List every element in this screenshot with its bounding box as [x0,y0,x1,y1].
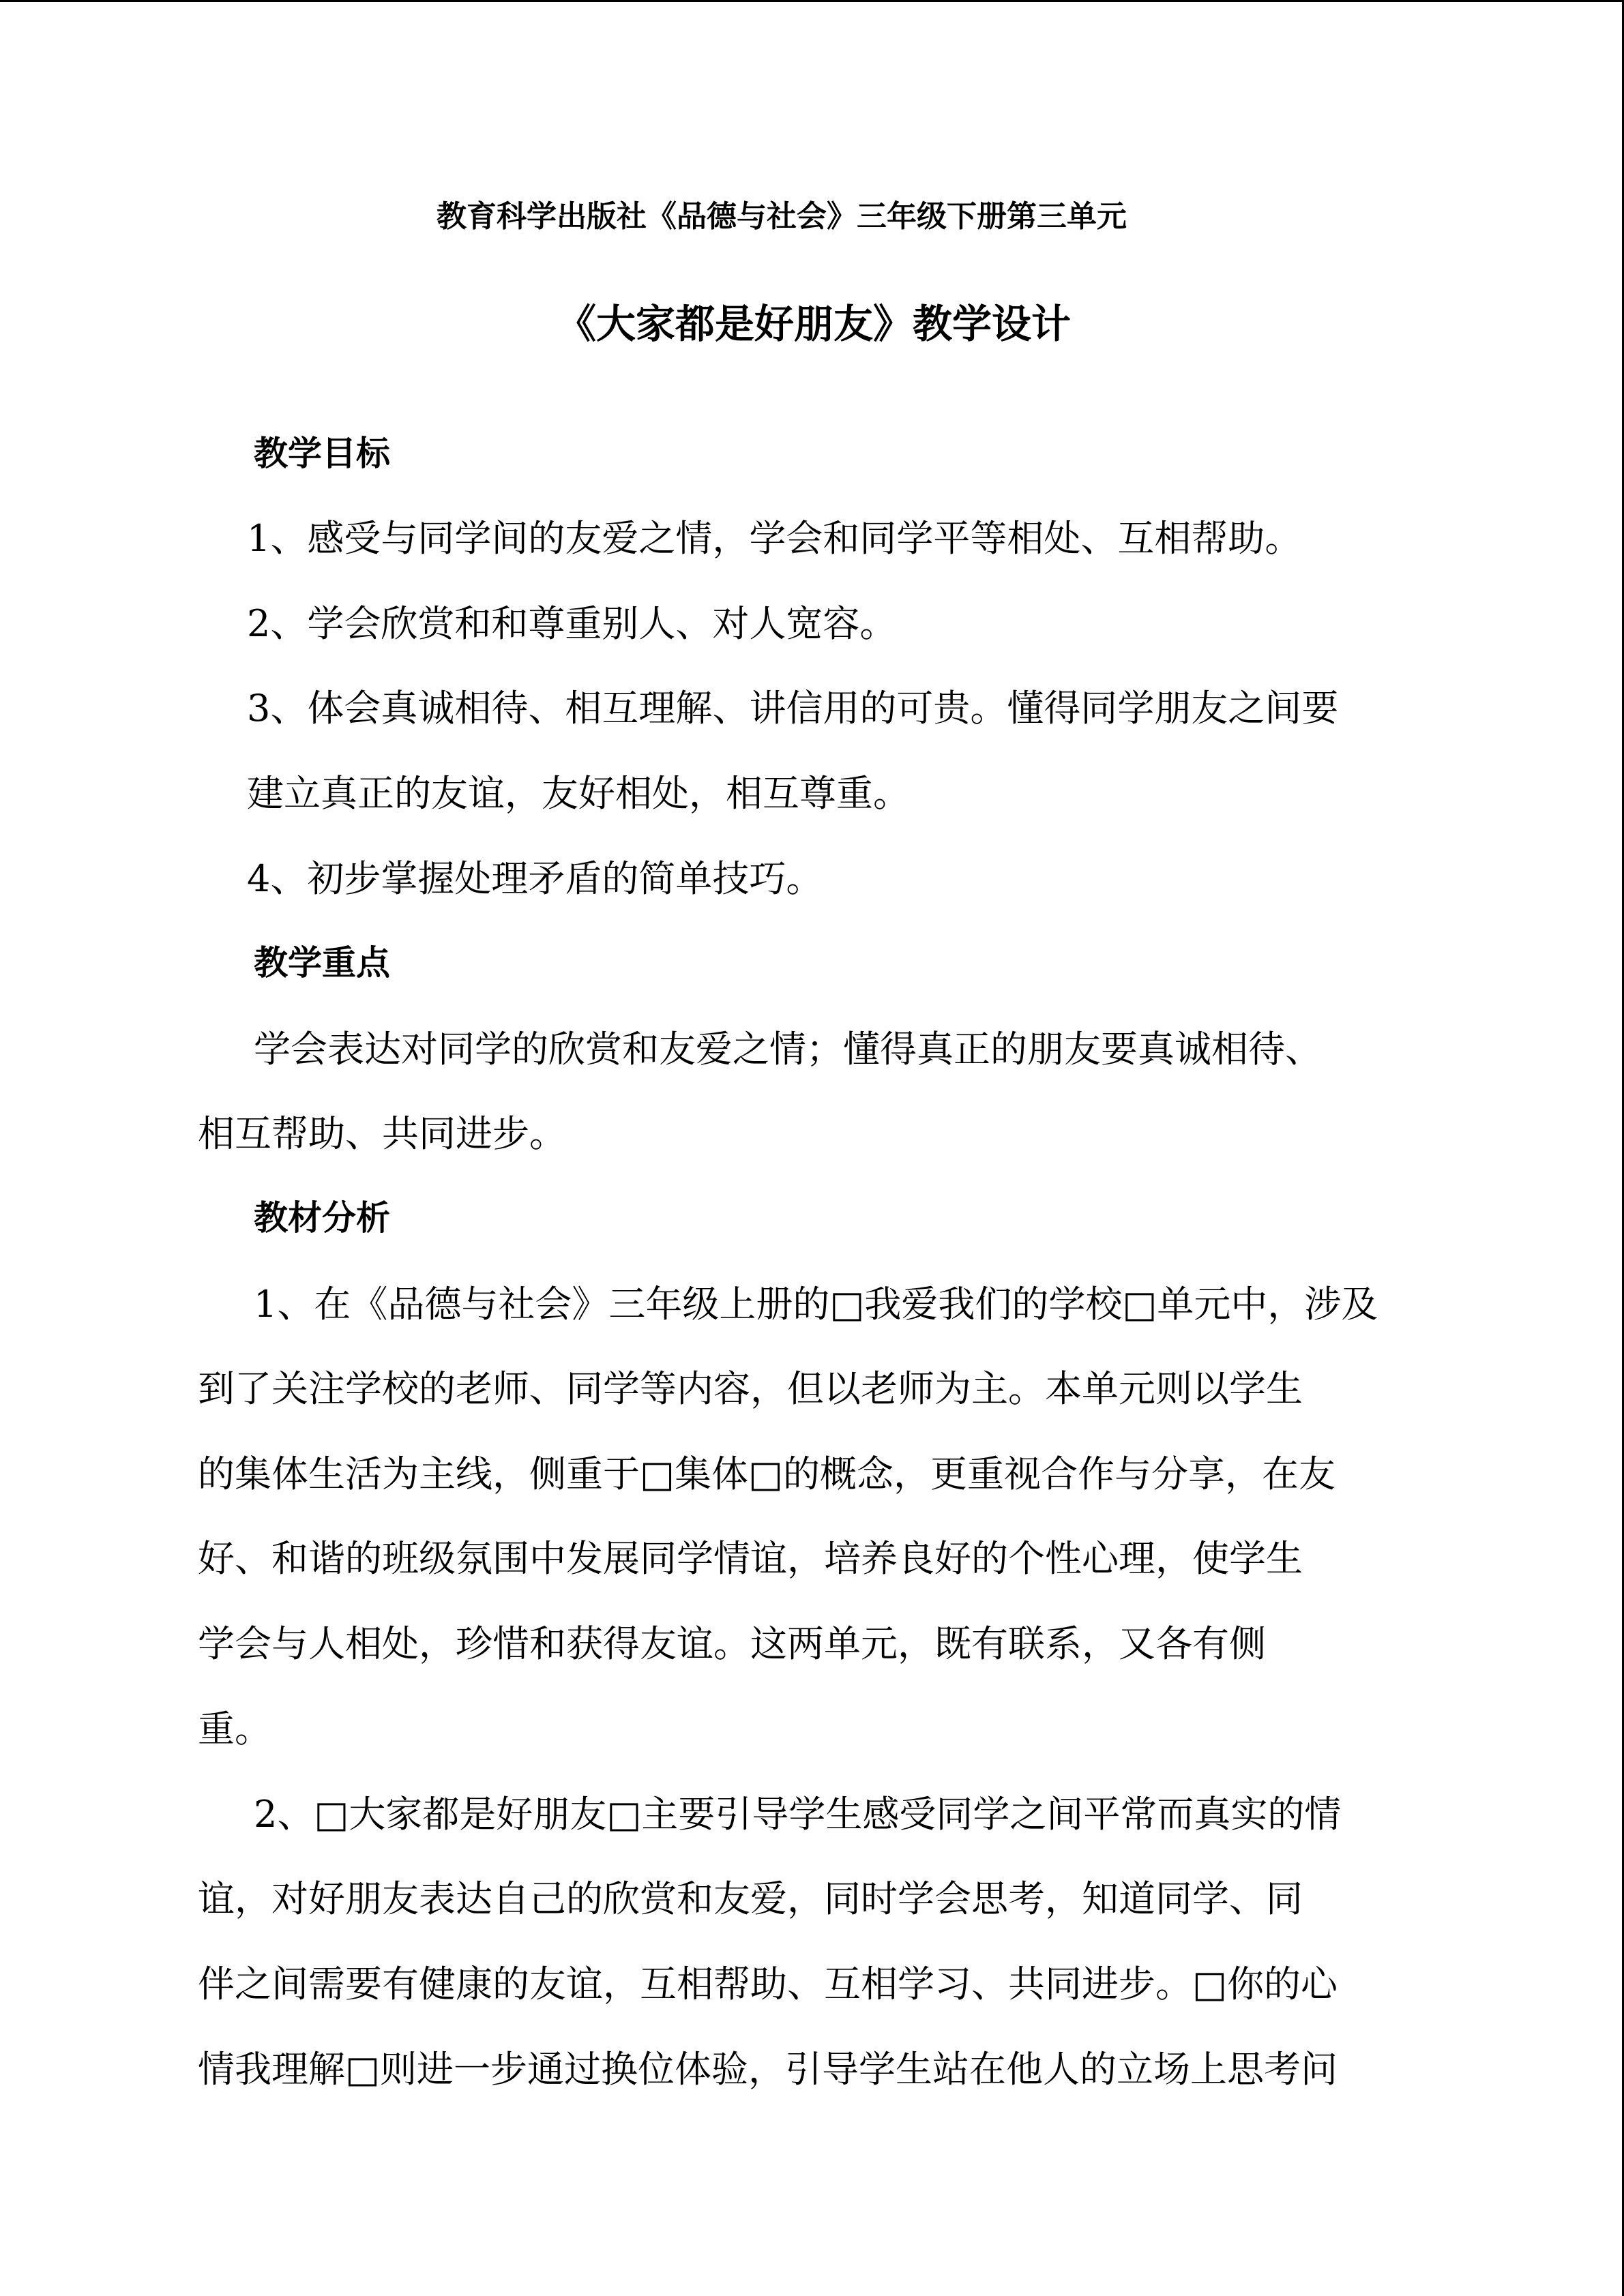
analysis-line: 好、和谐的班级氛围中发展同学情谊，培养良好的个性心理，使学生 [198,1537,1303,1580]
objective-item: 建立真正的友谊，友好相处，相互尊重。 [247,772,910,815]
analysis-line: 伴之间需要有健康的友谊，互相帮助、互相学习、共同进步。□你的心 [198,1963,1338,2006]
analysis-line: 重。 [198,1708,271,1750]
analysis-line: 情我理解□则进一步通过换位体验，引导学生站在他人的立场上思考问 [198,2048,1338,2091]
analysis-heading: 教材分析 [254,1198,390,1238]
document-header: 教育科学出版社《品德与社会》三年级下册第三单元 [437,199,1127,234]
objective-item: 3、体会真诚相待、相互理解、讲信用的可贵。懂得同学朋友之间要 [247,687,1339,730]
key-points-heading: 教学重点 [254,943,390,983]
page-border-top [0,0,1624,2]
analysis-line: 的集体生活为主线，侧重于□集体□的概念，更重视合作与分享，在友 [198,1452,1336,1495]
analysis-line: 谊，对好朋友表达自己的欣赏和友爱，同时学会思考，知道同学、同 [198,1877,1303,1920]
key-points-line: 学会表达对同学的欣赏和友爱之情；懂得真正的朋友要真诚相待、 [254,1028,1322,1071]
analysis-line: 学会与人相处，珍惜和获得友谊。这两单元，既有联系，又各有侧 [198,1622,1266,1665]
objective-item: 4、初步掌握处理矛盾的简单技巧。 [247,857,823,900]
key-points-line: 相互帮助、共同进步。 [198,1112,566,1155]
analysis-line: 2、□大家都是好朋友□主要引导学生感受同学之间平常而真实的情 [254,1793,1342,1836]
objective-item: 2、学会欣赏和和尊重别人、对人宽容。 [247,602,897,645]
objective-item: 1、感受与同学间的友爱之情，学会和同学平等相处、互相帮助。 [247,517,1302,560]
objectives-heading: 教学目标 [254,434,390,473]
analysis-line: 到了关注学校的老师、同学等内容，但以老师为主。本单元则以学生 [198,1367,1303,1410]
document-title: 《大家都是好朋友》教学设计 [557,301,1072,347]
analysis-line: 1、在《品德与社会》三年级上册的□我爱我们的学校□单元中，涉及 [254,1283,1378,1326]
